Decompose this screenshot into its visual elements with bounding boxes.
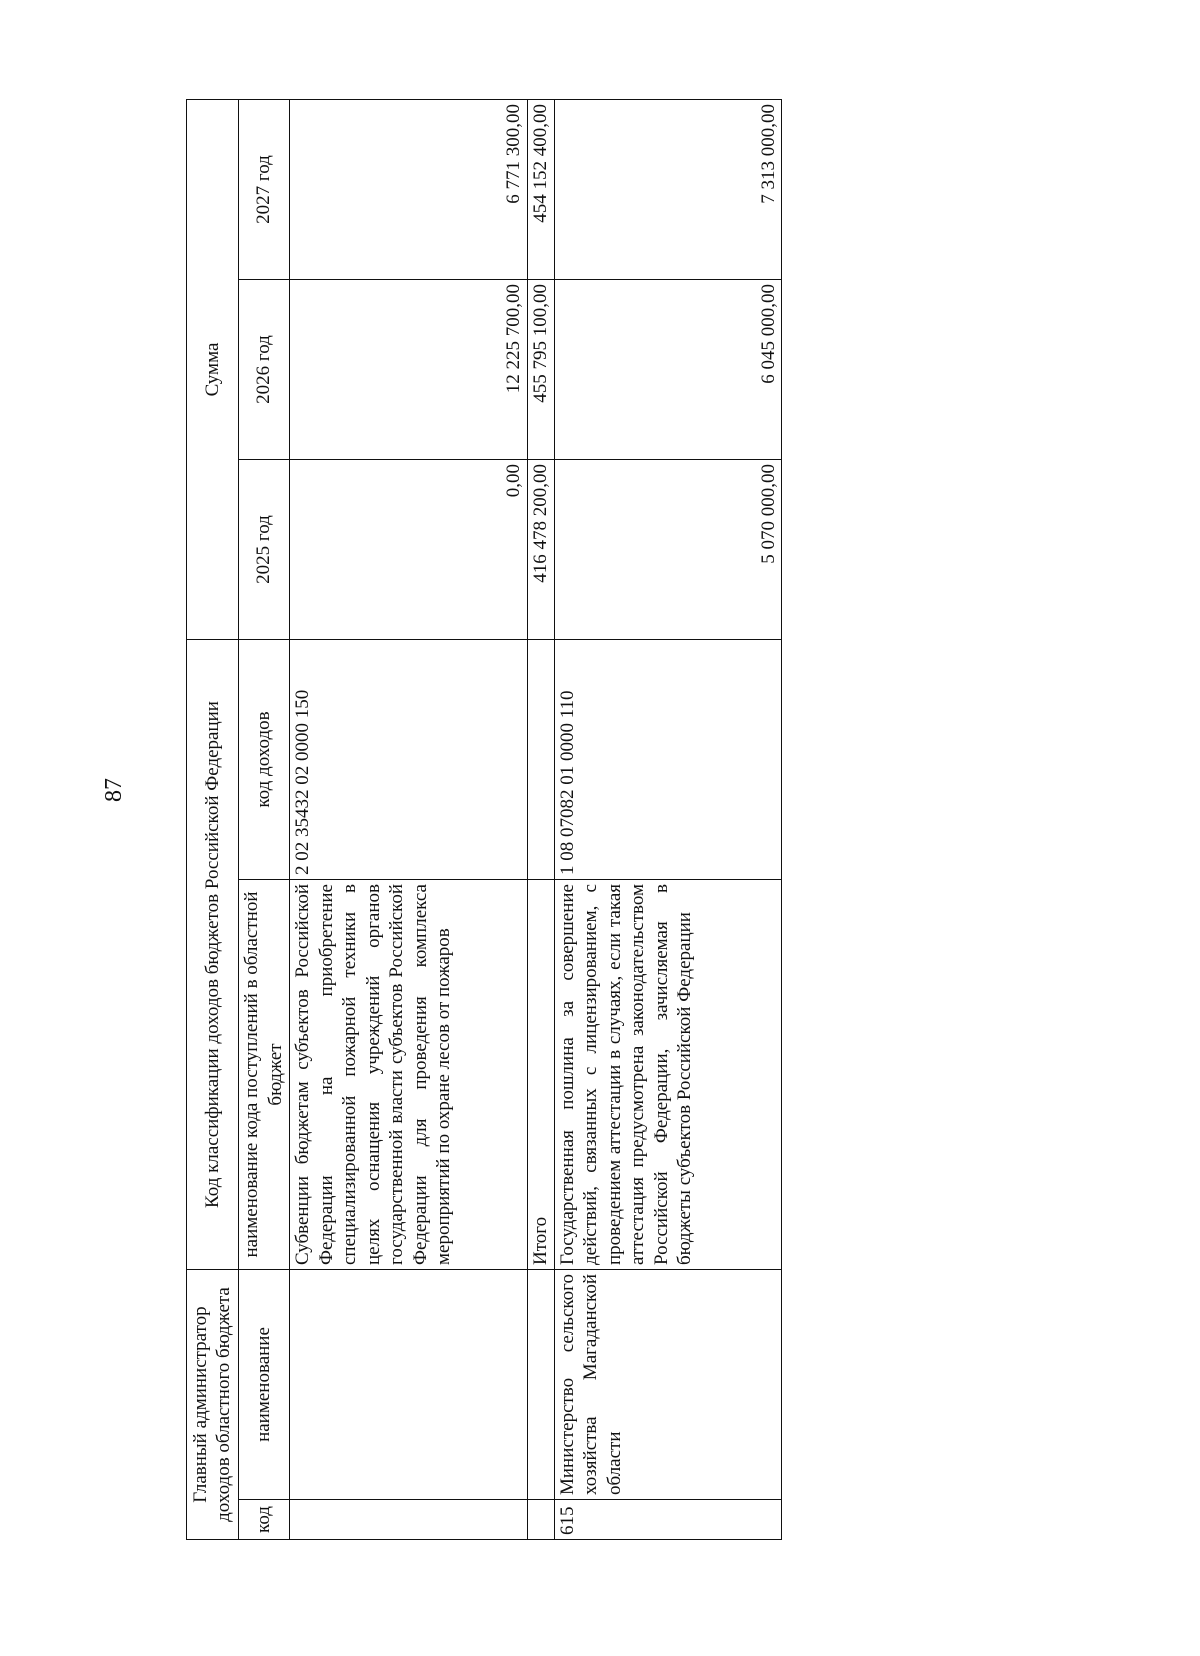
income-code-cell: [527, 640, 554, 880]
admin-code-cell: [290, 1500, 527, 1540]
income-name-cell: Субвенции бюджетам субъектов Российской Федерации на приобретение специализированной пожарной техники в целях оснащения учреждений органов государственной власти субъектов Российской Федерации для проведения комплекса мероприятий по охране лесов от пожаров: [290, 880, 527, 1270]
admin-code-cell: [527, 1500, 554, 1540]
budget-table: [186, 99, 782, 1540]
table-row-total: [527, 100, 554, 1540]
table-row: [290, 100, 527, 1540]
sum-2025-cell: 0,00: [290, 460, 527, 640]
year-2027-header: 2027 год: [238, 100, 290, 280]
sum-2026-cell: 12 225 700,00: [290, 280, 527, 460]
admin-code-cell: 615: [554, 1500, 781, 1540]
income-code-cell: 1 08 07082 01 0000 110: [554, 640, 781, 880]
sum-2027-cell: 7 313 000,00: [554, 100, 781, 280]
total-2025-cell: 416 478 200,00: [527, 460, 554, 640]
sum-group-header: Сумма: [187, 100, 239, 640]
budget-table-rotated: [186, 100, 782, 1540]
page-number: 87: [101, 778, 127, 802]
year-2025-header: 2025 год: [238, 460, 290, 640]
income-name-cell: Государственная пошлина за совершение действий, связанных с лицензированием, с проведением аттестации в случаях, если такая аттестация предусмотрена законодательством Российской Федерации, зачисляемая в бюджеты субъектов Российской Федерации: [554, 880, 781, 1270]
admin-name-cell: Министерство сельского хозяйства Магаданской области: [554, 1270, 781, 1500]
admin-name-cell: [290, 1270, 527, 1500]
classification-group-header: Код классификации доходов бюджетов Российской Федерации: [187, 640, 239, 1270]
sum-2027-cell: 6 771 300,00: [290, 100, 527, 280]
year-2026-header: 2026 год: [238, 280, 290, 460]
total-2027-cell: 454 152 400,00: [527, 100, 554, 280]
sum-2026-cell: 6 045 000,00: [554, 280, 781, 460]
income-code-cell: 2 02 35432 02 0000 150: [290, 640, 527, 880]
total-2026-cell: 455 795 100,00: [527, 280, 554, 460]
admin-code-header: код: [238, 1500, 290, 1540]
total-label: Итого: [527, 880, 554, 1270]
income-name-header: наименование кода поступлений в областной бюджет: [238, 880, 290, 1270]
admin-name-header: наименование: [238, 1270, 290, 1500]
table-row: [554, 100, 781, 1540]
sum-2025-cell: 5 070 000,00: [554, 460, 781, 640]
admin-group-header: Главный администратор доходов областного бюджета: [187, 1270, 239, 1540]
income-code-header: код доходов: [238, 640, 290, 880]
admin-name-cell: [527, 1270, 554, 1500]
